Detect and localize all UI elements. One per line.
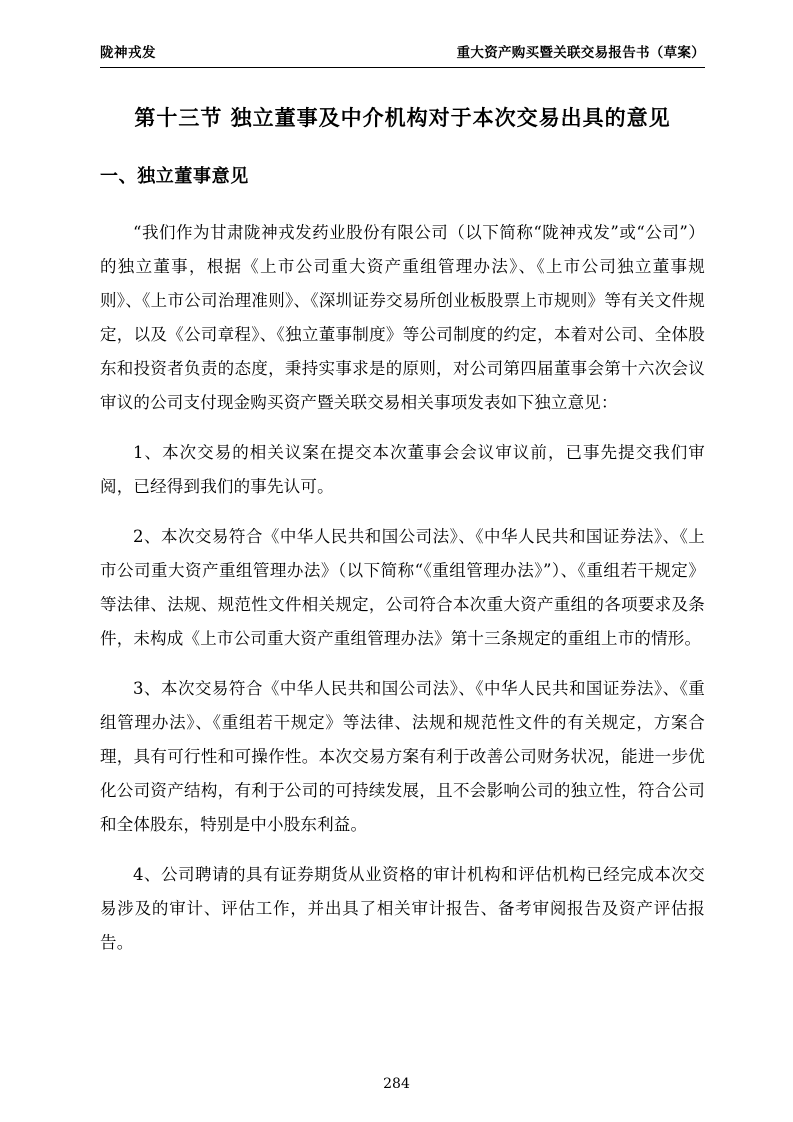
document-body xyxy=(100,102,705,960)
section-title: 第十三节 独立董事及中介机构对于本次交易出具的意见 xyxy=(134,104,671,130)
header-divider xyxy=(100,67,705,68)
header-document-title: 重大资产购买暨关联交易报告书（草案） xyxy=(456,45,705,61)
paragraph: 3、本次交易符合《中华人民共和国公司法》、《中华人民共和国证券法》、《重组管理办法》、《重组若干规定》等法律、法规和规范性文件的有关规定，方案合理，具有可行性和可操作性。本次交易方案有利于改善公司财务状况，能进一步优化公司资产结构，有利于公司的可持续发展，且不会影响公司的独立性，符合公司和全体股东，特别是中小股东利益。 xyxy=(100,679,705,834)
paragraph: 4、公司聘请的具有证券期货从业资格的审计机构和评估机构已经完成本次交易涉及的审计、评估工作，并出具了相关审计报告、备考审阅报告及资产评估报告。 xyxy=(100,864,705,952)
paragraph: “我们作为甘肃陇神戎发药业股份有限公司（以下简称“陇神戎发”或“公司”）的独立董事，根据《上市公司重大资产重组管理办法》、《上市公司独立董事规则》、《上市公司治理准则》、《深圳证券交易所创业板股票上市规则》等有关文件规定，以及《公司章程》、《独立董事制度》等公司制度的约定，本着对公司、全体股东和投资者负责的态度，秉持实事求是的原则，对公司第四届董事会第十六次会议审议的公司支付现金购买资产暨关联交易相关事项发表如下独立意见： xyxy=(100,223,705,413)
page-content-area xyxy=(100,44,705,1082)
paragraph: 2、本次交易符合《中华人民共和国公司法》、《中华人民共和国证券法》、《上市公司重大资产重组管理办法》（以下简称“《重组管理办法》”）、《重组若干规定》等法律、法规、规范性文件相关规定，公司符合本次重大资产重组的各项要求及条件，未构成《上市公司重大资产重组管理办法》第十三条规定的重组上市的情形。 xyxy=(100,527,705,649)
paragraph: 1、本次交易的相关议案在提交本次董事会会议审议前，已事先提交我们审阅，已经得到我们的事先认可。 xyxy=(100,443,705,497)
subsection-title: 一、独立董事意见 xyxy=(100,166,249,188)
header-company-name: 陇神戎发 xyxy=(100,45,156,61)
page-number: 284 xyxy=(383,1076,410,1092)
page-header xyxy=(100,44,705,67)
